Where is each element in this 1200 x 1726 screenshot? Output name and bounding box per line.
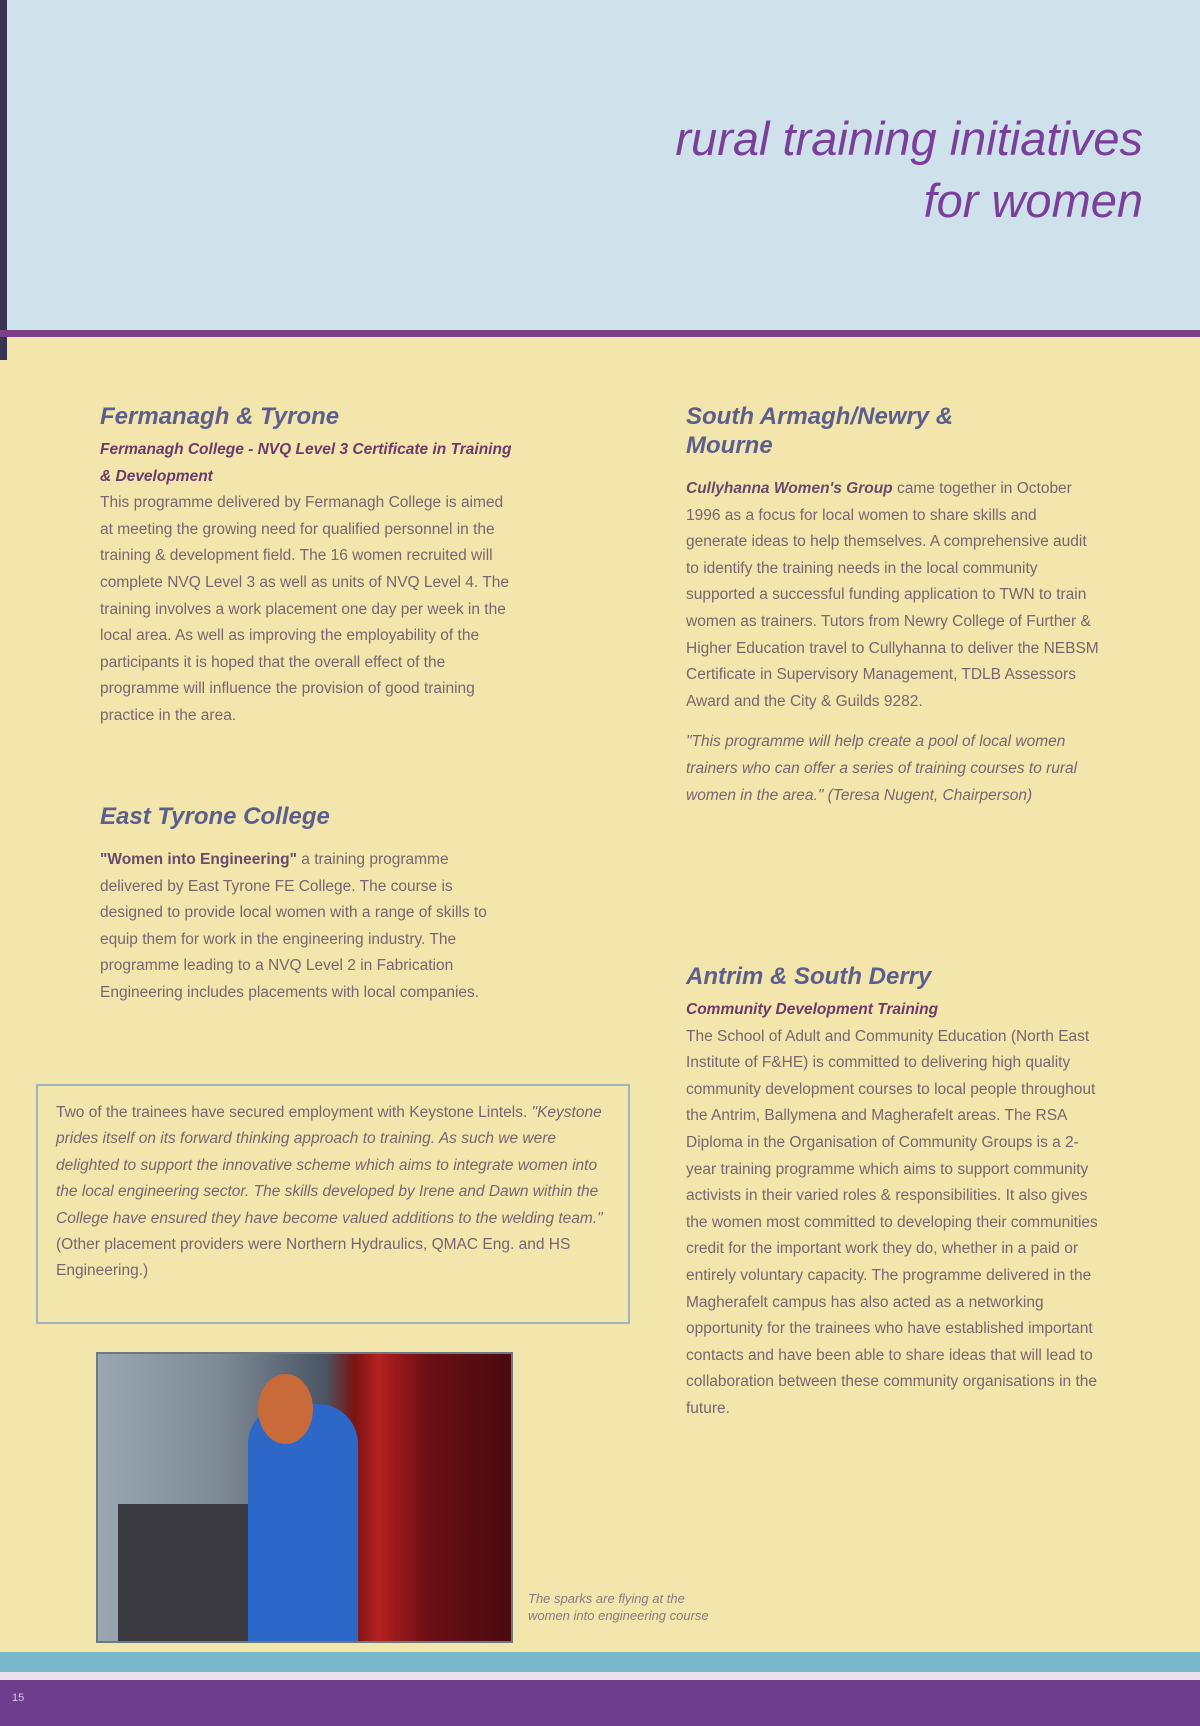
photo-bench xyxy=(118,1504,258,1643)
photo-trainee xyxy=(248,1404,358,1643)
title-line-2: for women xyxy=(923,174,1143,227)
page-edge xyxy=(0,0,7,360)
section-heading: Fermanagh & Tyrone xyxy=(100,403,340,430)
section-fermanagh xyxy=(100,402,520,730)
group-name: Cullyhanna Women's Group xyxy=(686,480,893,497)
section-south-armagh xyxy=(686,402,1101,809)
caption-line-1: The sparks are flying at the xyxy=(528,1591,685,1606)
placement-box xyxy=(36,1084,630,1324)
section-heading: South Armagh/Newry & Mourne xyxy=(686,403,954,459)
section-body: This programme delivered by Fermanagh College is aimed at meeting the growing need for qualified personnel in the training & development field. The 16 women recruited will complete NVQ Level 3 as well as units of NVQ Level 4. The training involves a work placement one day per week in the local area. As well as improving the employability of the participants it is hoped that the overall effect of the programme will influence the provision of good training practice in the area. xyxy=(100,494,509,724)
programme-name: "Women into Engineering" xyxy=(100,851,297,868)
photo-trainee-head xyxy=(258,1374,313,1444)
footer-purple-band xyxy=(0,1680,1200,1726)
page-number: 15 xyxy=(12,1692,25,1704)
section-body: Cullyhanna Women's Group came together in October 1996 as a focus for local women to share skills and generate ideas to help themselves. A comprehensive audit to identify the training needs in the local community supported a successful funding application to TWN to train women as trainers. Tutors from Newry College of Further & Higher Education travel to Cullyhanna to deliver the NEBSM Certificate in Supervisory Management, TDLB Assessors Award and the City & Guilds 9282. xyxy=(686,480,1099,710)
section-subheading: Fermanagh College - NVQ Level 3 Certificate in Training & Development xyxy=(100,441,512,485)
box-outro: (Other placement providers were Northern Hydraulics, QMAC Eng. and HS Engineering.) xyxy=(56,1236,571,1280)
section-subheading: Community Development Training xyxy=(686,1001,939,1018)
welding-photo xyxy=(96,1352,513,1643)
section-body: "Women into Engineering" a training programme delivered by East Tyrone FE College. The course is designed to provide local women with a range of skills to equip them for work in the engineering industry. The programme leading to a NVQ Level 2 in Fabrication Engineering includes placements with local companies. xyxy=(100,851,487,1001)
section-quote: "This programme will help create a pool of local women trainers who can offer a series of training courses to rural women in the area." (Teresa Nugent, Chairperson) xyxy=(686,733,1078,804)
title-line-1: rural training initiatives xyxy=(675,112,1143,165)
box-intro: Two of the trainees have secured employment with Keystone Lintels. xyxy=(56,1104,532,1121)
footer-teal-band xyxy=(0,1652,1200,1672)
footer-divider xyxy=(0,1672,1200,1680)
page-title xyxy=(675,108,1143,232)
header-rule xyxy=(0,330,1200,337)
section-antrim xyxy=(686,962,1101,1423)
section-body: The School of Adult and Community Education (North East Institute of F&HE) is committed to delivering high quality community development courses to local people throughout the Antrim, Ballymena and Magherafelt areas. The RSA Diploma in the Organisation of Community Groups is a 2-year training programme which aims to support community activists in their varied roles & responsibilities. It also gives the women most committed to developing their communities credit for the important work they do, whether in a paid or entirely voluntary capacity. The programme delivered in the Magherafelt campus has also acted as a networking opportunity for the trainees who have established important contacts and have been able to share ideas that will lead to collaboration between these community organisations in the future. xyxy=(686,1027,1098,1417)
section-heading: East Tyrone College xyxy=(100,803,330,830)
box-quote: "Keystone prides itself on its forward thinking approach to training. As such we were delighted to support the innovative scheme which aims to integrate women into the local engineering sector. The skills developed by Irene and Dawn within the College have ensured they have become valued additions to the welding team." xyxy=(56,1104,603,1227)
section-heading: Antrim & South Derry xyxy=(686,963,932,990)
photo-caption xyxy=(528,1590,709,1624)
section-east-tyrone xyxy=(100,802,510,1007)
caption-line-2: women into engineering course xyxy=(528,1608,709,1623)
